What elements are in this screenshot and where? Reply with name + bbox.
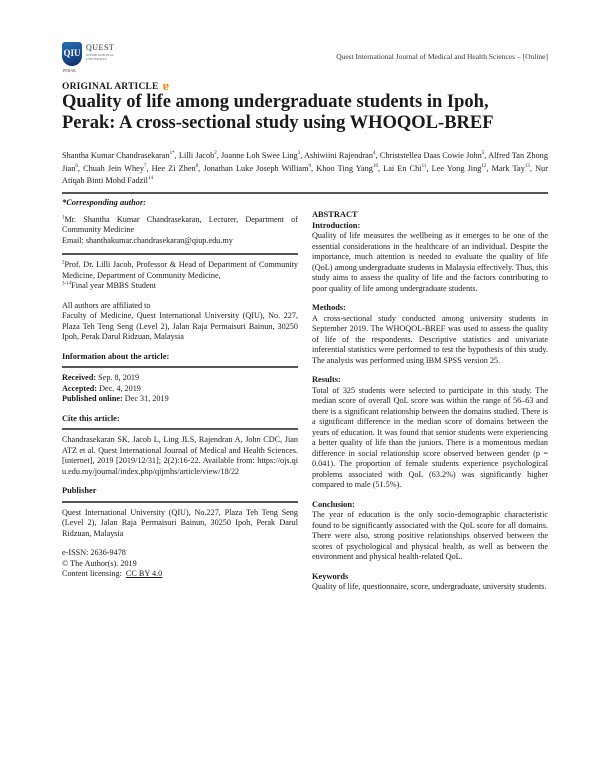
all-affiliated: All authors are affiliated to	[62, 300, 151, 310]
author-name: Hee Zi Zhen$^8$	[151, 163, 199, 173]
author-name: Khoo Ting Yang$^{10}$	[316, 163, 378, 173]
abstract-column	[312, 210, 548, 593]
author-name: Lai En Chi$^{11}$	[383, 163, 427, 173]
divider	[62, 366, 298, 368]
conclusion-heading: Conclusion:	[312, 499, 355, 509]
author-name: Jonathan Luke Joseph William$^9$	[203, 163, 312, 173]
author-name: Chuah Jein Whey$^7$	[83, 163, 147, 173]
content-licensing: Content licensing: CC BY 4.0	[62, 569, 163, 578]
author-name: Lilli Jacob$^2$	[178, 151, 217, 160]
left-column	[62, 198, 298, 580]
divider	[62, 428, 298, 430]
logo-subtitle: INTERNATIONAL UNIVERSITY	[86, 53, 114, 61]
shield-logo-icon: QIU	[62, 42, 82, 66]
eissn: e-ISSN: 2636-9478	[62, 548, 126, 557]
corresponding-email[interactable]: Email: shanthakumar.chandrasekaran@qiup.edu.my	[62, 235, 233, 245]
affiliation-3-14: $^{3-14}$Final year MBBS Student	[62, 281, 157, 290]
keywords-heading: Keywords	[312, 571, 349, 581]
accepted-date: Accepted: Dec. 4, 2019	[62, 383, 141, 393]
divider	[62, 192, 548, 194]
divider	[62, 253, 298, 255]
logo-city: PERAK	[63, 68, 77, 73]
introduction-text: Quality of life measures the wellbeing as it emerges to be one of the essential considerations in the healthcare of an individual. Despite the importance, much attention is needed to evaluate the quality of life (QoL) among undergraduate students in Malaysia effectively. Thus, this study aims to assess the quality of life and the factors contributing to poor quality of life among undergraduate students.	[312, 231, 548, 293]
corresponding-author-heading: *Corresponding author:	[62, 198, 147, 207]
abstract-heading: ABSTRACT	[312, 210, 358, 219]
author-name: Mark Tay$^{13}$	[491, 163, 530, 173]
author-name: Nur Atiqah Binti Mohd Fadzil$^{14}$	[62, 163, 548, 185]
published-date: Published online: Dec 31, 2019	[62, 394, 169, 403]
paper-title: Quality of life among undergraduate students in Ipoh, Perak: A cross-sectional study using WHOQOL-BREF	[62, 92, 494, 133]
university-logo	[62, 42, 132, 74]
publisher-address: Quest International University (QIU), No.227, Plaza Teh Teng Seng (Level 2), Jalan Raja Permaisuri Bainun, 30250 Ipoh, Perak Darul Ridzuan, Malaysia	[62, 507, 298, 538]
author-list: Shantha Kumar Chandrasekaran$^{1*}$, Lilli Jacob$^2$, Joanne Loh Swee Ling$^3$, Ashiwiini Rajendran$^4$, Christstellea Daas Cowie John$^5$, Alfred Tan Zhong Jian$^6$, Chuah Jein Whey$^7$, Hee Zi Zhen$^8$, Jonathan Luke Joseph William$^9$, Khoo Ting Yang$^{10}$, Lai En Chi$^{11}$, Lee Yong Jing$^{12}$, Mark Tay$^{13}$, Nur Atiqah Binti Mohd Fadzil$^{14}$	[62, 151, 548, 185]
faculty-address: Faculty of Medicine, Quest International University (QIU), No. 227, Plaza Teh Teng Seng (Level 2), Jalan Raja Permaisuri Bainun, 30250 Ipoh, Perak Darul Ridzuan, Malaysia	[62, 311, 298, 341]
conclusion-text: The year of education is the only socio-demographic characteristic found to be significantly associated with the QoL score for all domains. There were also, strong positive relationships observed between the scores of psychological and physical health, as well as between the environment and physical health-related QoL.	[312, 510, 548, 561]
author-name: Shantha Kumar Chandrasekaran$^{1*}$	[62, 151, 175, 160]
publisher-heading: Publisher	[62, 486, 97, 495]
author-name: Alfred Tan Zhong Jian$^6$	[62, 151, 548, 173]
copyright: © The Author(s). 2019	[62, 558, 137, 568]
received-date: Received: Sep. 8, 2019	[62, 373, 140, 382]
logo-name: QUEST	[86, 43, 115, 52]
info-heading: Information about the article:	[62, 351, 170, 361]
affiliation-2: $^2$Prof. Dr. Lilli Jacob, Professor & Head of Department of Community Medicine, Department of Community Medicine,	[62, 260, 298, 280]
author-name: Ashiwiini Rajendran$^4$	[304, 151, 376, 160]
methods-text: A cross-sectional study conducted among university students in September 2019. The WHOQOL-BREF was used to assess the quality of life of the respondents. Descriptive statistics and univariate inferential statistics were performed to test the hypothesis of this study. The analysis was performed using IBM SPSS version 25.	[312, 313, 548, 365]
corresponding-author: $^1$Mr. Shantha Kumar Chandrasekaran, Lecturer, Department of Community Medicine	[62, 214, 298, 234]
article-type-label: ORIGINAL ARTICLE	[62, 82, 159, 92]
author-name: Christstellea Daas Cowie John$^5$	[379, 151, 485, 160]
journal-name: Quest International Journal of Medical and Health Sciences – [Online]	[336, 52, 548, 61]
citation-text: Chandrasekaran SK, Jacob L, Ling JLS, Rajendran A, John CDC, Jian ATZ et al. Quest International Journal of Medical and Health Sciences. [internet], 2019 [2019/12/31]; 2(2):16-22. Available from: https://ojs.qiu.edu.my/journal/index.php/qijmhs/article/view/18/22	[62, 435, 298, 476]
open-access-icon: ɐ	[162, 78, 170, 93]
keywords-text: Quality of life, questionnaire, score, undergraduate, university students.	[312, 582, 547, 591]
license-link[interactable]: CC BY 4.0	[125, 569, 163, 578]
cite-heading: Cite this article:	[62, 413, 120, 423]
results-text: Total of 325 students were selected to participate in this study. The median score of overall QoL score was within the range of 56–63 and there is a significant relationship between the domains studied. There is a significant difference in the median score of domains between the years of education. It was found that senior students were experiencing a better quality of life than the juniors. There is a momentous median difference in social relationship score observed between gender (p = 0.041). The proportion of female students experience psychological problems associated with QoL (63.2%) was significantly higher compared to male (51.5%).	[312, 385, 548, 489]
results-heading: Results:	[312, 375, 341, 384]
introduction-heading: Introduction:	[312, 220, 361, 230]
methods-heading: Methods:	[312, 303, 346, 312]
author-name: Joanne Loh Swee Ling$^3$	[221, 151, 301, 160]
author-name: Lee Yong Jing$^{12}$	[431, 163, 487, 173]
divider	[62, 501, 298, 503]
